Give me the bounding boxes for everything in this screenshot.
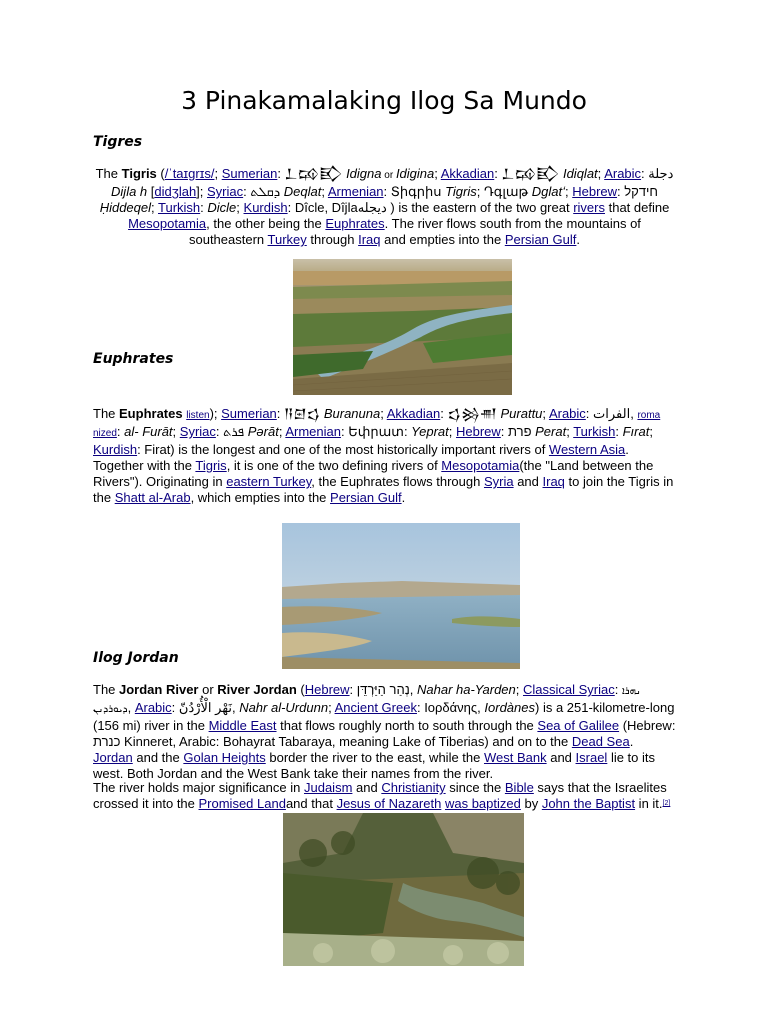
link-classical-syriac[interactable]: Classical Syriac [523,682,615,697]
link-arabic[interactable]: Arabic [134,700,172,715]
link-sumerian[interactable]: Sumerian [221,166,278,181]
link-kurdish[interactable]: Kurdish [93,442,138,457]
tigris-river-photo [293,259,512,395]
link-sumerian[interactable]: Sumerian [221,406,277,421]
link-mesopotamia[interactable]: Mesopotamia [441,458,520,473]
link-bible[interactable]: Bible [504,780,534,795]
euphrates-paragraph: The Euphrates listen); Sumerian: 𒀀𒇉𒌓 Buranuna; Akkadian: 𒌓𒄒𒉣 Purattu; Arabic: الفرات, roma nized: al- Furāt; Syriac: ܦܪܬ Pərāt; Armenian: Եփրատ: Yeprat; Hebrew: פרת Perat; Turkish: Fırat; Kurdish: Firat) is the longest and one of the most historically important rivers of Western Asia. Together with the Tigris, it is one of the two defining rivers of Mesopotamia(the "Land between the Rivers"). Originating in eastern Turkey, the Euphrates flows through Syria and Iraq to join the Tigris in the Shatt al-Arab, which empties into the Persian Gulf. [93,406,674,505]
link-armenian[interactable]: Armenian [285,424,341,439]
page-title: 3 Pinakamalaking Ilog Sa Mundo [181,86,587,115]
link-turkish[interactable]: Turkish [573,424,616,439]
link-persian-gulf[interactable]: Persian Gulf [504,232,577,247]
link-judaism[interactable]: Judaism [303,780,353,795]
link-syriac[interactable]: Syriac [179,424,216,439]
link-jordan[interactable]: Jordan [93,750,133,765]
link-john-the-baptist[interactable]: John the Baptist [541,796,636,811]
link-dead-sea[interactable]: Dead Sea [571,734,630,749]
link-shatt-al-arab[interactable]: Shatt al-Arab [114,490,191,505]
section-heading-tigris: Tigres [93,134,143,150]
ipa-link[interactable]: /ˈtaɪɡrɪs/ [164,166,215,181]
link-armenian[interactable]: Armenian [327,184,384,199]
jordan-paragraph-1: The Jordan River or River Jordan (Hebrew: נְהַר הַיַּרְדֵּן, Nahar ha-Yarden; Classical Syriac: ܢܗܪܐ ܕܝܘܪܕܢܢ, Arabic: نَهْر الْأُرْدُنّ, Nahr al-Urdunn; Ancient Greek: Ιορδάνης, Iordànes) is a 251-kilometre-long (156 mi) river in the Middle East that flows roughly north to south through the Sea of Galilee (Hebrew: כנרת Kinneret, Arabic: Bohayrat Tabaraya, meaning Lake of Tiberias) and on to the Dead Sea. Jordan and the Golan Heights border the river to the east, while the West Bank and Israel lie to its west. Both Jordan and the West Bank take their names from the river. [93,682,676,781]
link-iraq[interactable]: Iraq [542,474,565,489]
link-middle-east[interactable]: Middle East [208,718,277,733]
citation-link[interactable]: [2] [662,800,671,807]
link-eastern-turkey[interactable]: eastern Turkey [226,474,312,489]
link-turkey[interactable]: Turkey [267,232,307,247]
link-hebrew[interactable]: Hebrew [304,682,350,697]
tigris-paragraph: The Tigris (/ˈtaɪɡrɪs/; Sumerian: 𒁇𒄘𒃼 Idigna or Idigina; Akkadian: 𒁇𒄘𒃼 Idiqlat; Arabic: دجلة Dijla h [didʒlah]; Syriac: ܕܩܠܬ Deqlat; Armenian: Տիգրիս Tigris; Դգլաթ Dglatʻ; Hebrew: חידקל Ḥiddeqel; Turkish: Dicle; Kurdish: Dîcle, Dîjlaدیجلە ) is the eastern of the two great rivers that define Mesopotamia, the other being the Euphrates. The river flows south from the mountains of southeastern Turkey through Iraq and empties into the Persian Gulf. [95,166,674,247]
link-akkadian[interactable]: Akkadian [440,166,495,181]
section-heading-jordan: Ilog Jordan [93,650,179,666]
jordan-paragraph-2: The river holds major significance in Judaism and Christianity since the Bible says that the Israelites crossed it into the Promised Landand that Jesus of Nazareth was baptized by John the Baptist in it.[2] [93,780,671,811]
link-arabic[interactable]: Arabic [548,406,586,421]
link-christianity[interactable]: Christianity [381,780,446,795]
link-euphrates[interactable]: Euphrates [325,216,385,231]
link-hebrew[interactable]: Hebrew [572,184,618,199]
link-israel[interactable]: Israel [575,750,608,765]
link-iraq[interactable]: Iraq [358,232,381,247]
link-western-asia[interactable]: Western Asia [548,442,626,457]
listen-link[interactable]: listen [186,410,210,421]
link-jesus-of-nazareth[interactable]: Jesus of Nazareth [336,796,442,811]
jordan-river-photo [283,813,524,966]
link-mesopotamia[interactable]: Mesopotamia [128,216,207,231]
link-promised-land[interactable]: Promised Land [198,796,286,811]
link-persian-gulf[interactable]: Persian Gulf [330,490,402,505]
link-arabic[interactable]: Arabic [604,166,642,181]
link-akkadian[interactable]: Akkadian [386,406,441,421]
link-syriac[interactable]: Syriac [207,184,244,199]
link-turkish[interactable]: Turkish [158,200,201,215]
section-heading-euphrates: Euphrates [93,351,174,367]
link-was-baptized[interactable]: was baptized [444,796,521,811]
link-sea-of-galilee[interactable]: Sea of Galilee [537,718,620,733]
euphrates-river-photo [282,523,520,669]
link-ancient-greek[interactable]: Ancient Greek [334,700,417,715]
link-romanized[interactable]: roma nized [93,410,661,439]
link-west-bank[interactable]: West Bank [483,750,547,765]
ipa-link-2[interactable]: didʒlah [154,184,197,199]
link-kurdish[interactable]: Kurdish [243,200,288,215]
link-syria[interactable]: Syria [483,474,514,489]
link-golan-heights[interactable]: Golan Heights [183,750,266,765]
link-hebrew[interactable]: Hebrew [456,424,501,439]
link-rivers[interactable]: rivers [573,200,605,215]
link-tigris[interactable]: Tigris [195,458,227,473]
